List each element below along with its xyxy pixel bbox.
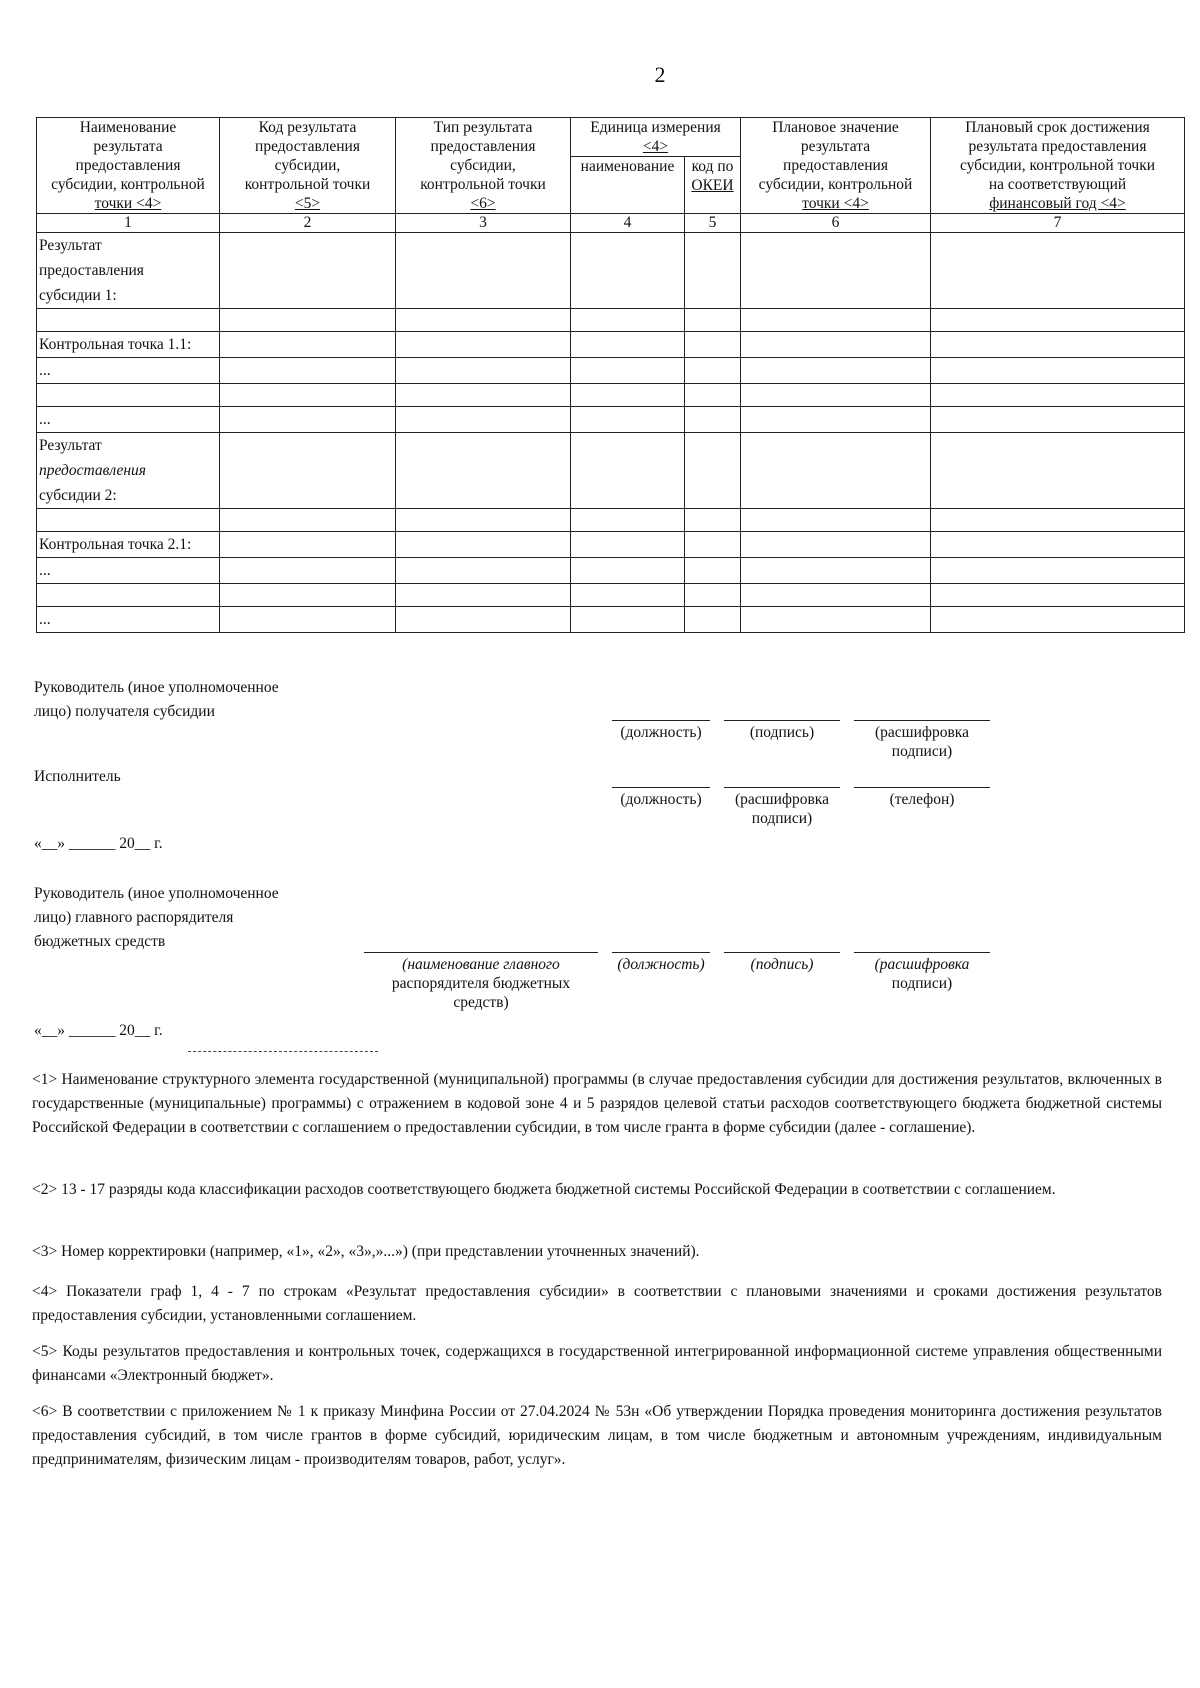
signature-line <box>612 720 710 721</box>
table-row <box>37 509 1185 532</box>
table-row: ... <box>37 607 1185 633</box>
control-point-2-label: Контрольная точка 2.1: <box>37 532 220 558</box>
signature-line <box>854 952 990 953</box>
decoding-caption: (расшифровка подписи) <box>735 791 829 827</box>
header-plan-value: Плановое значение результата предоставления субсидии, контрольной точки <4> <box>741 118 931 214</box>
table-row: ... <box>37 558 1185 584</box>
manager-head-label: Руководитель (иное уполномоченное лицо) главного распорядителя бюджетных средств <box>34 885 279 950</box>
table-row <box>37 532 1185 558</box>
signature-line <box>724 952 840 953</box>
decoding-caption: (расшифровка подписи) <box>874 956 970 992</box>
position-caption: (должность) <box>617 956 705 973</box>
signature-caption: (подпись) <box>749 724 815 741</box>
footnote-4: <4> Показатели граф 1, 4 - 7 по строкам «Результат предоставления субсидии» в соответствии с плановыми значениями и сроками достижения результатов предоставления субсидии, установленными соглашением. <box>32 1283 1162 1324</box>
date-line: «__» ______ 20__ г. <box>34 1022 163 1039</box>
table-row <box>37 332 1185 358</box>
header-row-1 <box>37 118 1185 157</box>
header-code: Код результата предоставления субсидии, контрольной точки <5> <box>220 118 396 214</box>
manager-name-caption: (наименование главного распорядителя бюджетных средств) <box>391 956 571 1011</box>
result-1-label: Результат предоставления субсидии 1: <box>37 233 220 309</box>
result-2-label: Результат предоставления субсидии 2: <box>37 433 220 509</box>
signature-line <box>724 720 840 721</box>
footnote-2: <2> 13 - 17 разряды кода классификации расходов соответствующего бюджета бюджетной системы Российской Федерации в соответствии с соглашением. <box>32 1181 1056 1198</box>
table-row: ... <box>37 358 1185 384</box>
signature-line <box>612 952 710 953</box>
signature-line <box>854 787 990 788</box>
signature-line <box>724 787 840 788</box>
footnote-6: <6> В соответствии с приложением № 1 к приказу Минфина России от 27.04.2024 № 53н «Об утверждении Порядка проведения мониторинга достижения результатов предоставления субсидий, в том числе грантов в форме субсидий, юридическим лицам, в том числе бюджетным и автономным учреждениям, индивидуальным предпринимателям, физическим лицам - производителям товаров, работ, услуг». <box>32 1403 1162 1468</box>
signature-line <box>612 787 710 788</box>
control-point-1-label: Контрольная точка 1.1: <box>37 332 220 358</box>
column-number-row: 1 2 3 4 5 6 7 <box>37 214 1185 233</box>
header-name: Наименование результата предоставления субсидии, контрольной точки <4> <box>37 118 220 214</box>
footnote-1: <1> Наименование структурного элемента государственной (муниципальной) программы (в случае предоставления субсидии для достижения результатов, включенных в государственные (муниципальные) программы) с отражением в кодовой зоне 4 и 5 разрядов целевой статьи расходов соответствующего бюджета бюджетной системы Российской Федерации в соответствии с соглашением о предоставлении субсидии, в том числе гранта в форме субсидии (далее - соглашение). <box>32 1071 1162 1136</box>
footnote-separator <box>188 1051 378 1052</box>
table-row: ... <box>37 407 1185 433</box>
signature-caption: (подпись) <box>750 956 814 973</box>
table-row <box>37 233 1185 309</box>
header-unit-name: наименование <box>571 157 685 214</box>
footnote-5: <5> Коды результатов предоставления и контрольных точек, содержащихся в государственной интегрированной информационной системе управления общественными финансами «Электронный бюджет». <box>32 1343 1162 1384</box>
recipient-head-label: Руководитель (иное уполномоченное лицо) получателя субсидии <box>34 679 279 720</box>
page-number: 2 <box>654 62 666 87</box>
table-row <box>37 584 1185 607</box>
table-row <box>37 433 1185 509</box>
date-line: «__» ______ 20__ г. <box>34 835 163 852</box>
results-table <box>36 117 1185 633</box>
header-type: Тип результата предоставления субсидии, контрольной точки <6> <box>396 118 571 214</box>
decoding-caption: (расшифровка подписи) <box>875 724 969 760</box>
signature-line <box>364 952 598 953</box>
header-unit-group: Единица измерения <4> <box>571 118 741 157</box>
table-row <box>37 309 1185 332</box>
executor-label: Исполнитель <box>34 768 121 785</box>
table-row <box>37 384 1185 407</box>
header-okei: код по ОКЕИ <box>685 157 741 214</box>
signature-line <box>854 720 990 721</box>
footnote-3: <3> Номер корректировки (например, «1», «2», «3»,»...») (при представлении уточненных значений). <box>32 1243 700 1260</box>
position-caption: (должность) <box>620 791 702 808</box>
header-plan-date: Плановый срок достижения результата предоставления субсидии, контрольной точки на соответствующий финансовый год <4> <box>931 118 1185 214</box>
position-caption: (должность) <box>620 724 702 741</box>
phone-caption: (телефон) <box>889 791 955 808</box>
